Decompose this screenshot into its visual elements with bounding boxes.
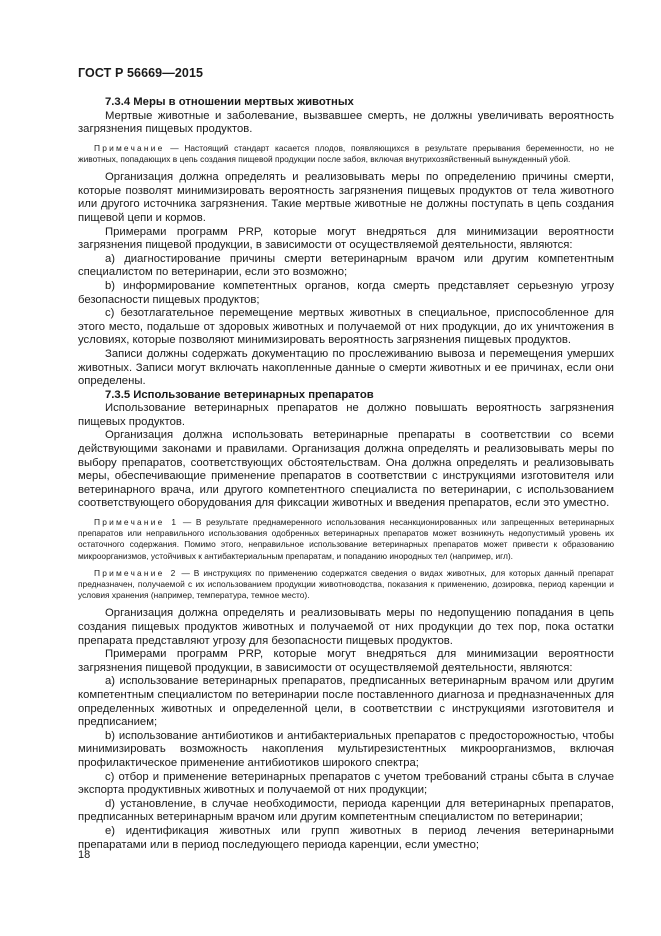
section-7-3-5-title: 7.3.5 Использование ветеринарных препаратов [105,388,374,401]
note-text: — В инструкциях по применению содержатся сведения о видах животных, для которых данный препарат предназначен, получаемой с их использованием продукции животноводства, показания к применению, дозировка, период каренции и условия хранения (например, температура, темное место). [78,567,615,601]
list-item: a) использование ветеринарных препаратов, предписанных ветеринарным врачом или другим компетентным специалистом по ветеринарии после поставленного диагноза и предназначенных для определенных животных и определенной цели, в соответствии с инструкциями изготовителя и предписанием; [78,675,614,729]
list-item: b) информирование компетентных органов, когда смерть представляет серьезную угрозу безопасности пищевых продуктов; [78,279,614,306]
paragraph: Организация должна определять и реализовывать меры по определению причины смерти, которые позволят минимизировать вероятность загрязнения пищевых продуктов от тела животного или другого источника загрязнения. Такие мертвые животные не должны поступать в цепь создания пищевой цепи и кормов. [78,171,614,224]
note-text: — В результате преднамеренного использования несанкционированных или запрещенных ветеринарных препаратов или неправильного использования одобренных ветеринарных препаратов может возникнуть недопустимый уровень их остаточного содержания. Помимо этого, неправильное использование ветеринарных препаратов может привести к образованию микроорганизмов, устойчивых к антибактериальным препаратам, и попаданию инородных тел (например, игл). [78,517,615,561]
list-item: c) отбор и применение ветеринарных препаратов с учетом требований страны сбыта в случае экспорта продуктивных животных и получаемой от них продукции; [78,770,614,797]
paragraph: Организация должна использовать ветеринарные препараты в соответствии со всеми действующими законами и правилами. Организация должна определять и реализовывать меры по выбору препаратов, соответствующих обстоятельствам. Она должна определять и реализовывать меры, обеспечивающие применение препаратов в соответствии с инструкциями изготовителя или ветеринарного врача, или другого компетентного специалиста по ветеринарии, с использованием соответствующего оборудования для фиксации животных и введения препаратов, если это уместно. [78,429,614,510]
note-label: Примечание 1 [94,517,179,528]
paragraph: Записи должны содержать документацию по прослеживанию вывоза и перемещения умерших животных. Записи могут включать накопленные данные о смерти животных и ее причинах, если они определены. [78,347,614,388]
list-item: c) безотлагательное перемещение мертвых животных в специальное, приспособленное для этого место, подальше от здоровых животных и получаемой от них продукции, до их уничтожения в условиях, которые позволяют минимизировать вероятность загрязнения пищевых продуктов. [78,307,614,347]
list-item: a) диагностирование причины смерти ветеринарным врачом или другим компетентным специалистом по ветеринарии, если это возможно; [78,252,614,279]
note-label: Примечание [94,142,165,153]
paragraph: Примерами программ PRP, которые могут внедряться для минимизации вероятности загрязнения пищевой продукции, в зависимости от осуществляемой деятельности, являются: [78,225,614,252]
paragraph: Мертвые животные и заболевание, вызвавшее смерть, не должны увеличивать вероятность загрязнения пищевых продуктов. [78,109,614,136]
note-1 [78,517,614,562]
paragraph: Примерами программ PRP, которые могут внедряться для минимизации вероятности загрязнения пищевой продукции, в зависимости от осуществляемой деятельности, являются: [78,648,614,674]
list-item: e) идентификация животных или групп животных в период лечения ветеринарными препаратами или в период последующего периода каренции, если уместно; [78,824,614,851]
note-text: — Настоящий стандарт касается плодов, появляющихся в результате прерывания беременности, но не животных, попадающих в цепь создания пищевой продукции после забоя, включая внутрихозяйственный вынужденный убой. [78,142,615,164]
page-number: 18 [78,849,91,861]
list-item: b) использование антибиотиков и антибактериальных препаратов с предосторожностью, чтобы минимизировать возможность накопления мультирезистентных микроорганизмов, включая профилактическое применение антибиотиков широкого спектра; [78,729,614,769]
paragraph: Использование ветеринарных препаратов не должно повышать вероятность загрязнения пищевых продуктов. [78,402,614,428]
section-7-3-4-title: 7.3.4 Меры в отношении мертвых животных [105,96,354,108]
note-label: Примечание 2 [94,567,178,578]
paragraph: Организация должна определять и реализовывать меры по недопущению попадания в цепь создания пищевых продуктов животных и получаемой от них продукции до тех пор, пока остатки препарата представляют угрозу для безопасности пищевых продуктов. [78,607,614,647]
document-header: ГОСТ Р 56669—2015 [78,66,204,80]
note [78,143,614,165]
note-2 [78,568,614,602]
page-content [78,96,614,852]
list-item: d) установление, в случае необходимости, периода каренции для ветеринарных препаратов, предписанных ветеринарным врачом или другим компетентным специалистом по ветеринарии; [78,797,614,824]
